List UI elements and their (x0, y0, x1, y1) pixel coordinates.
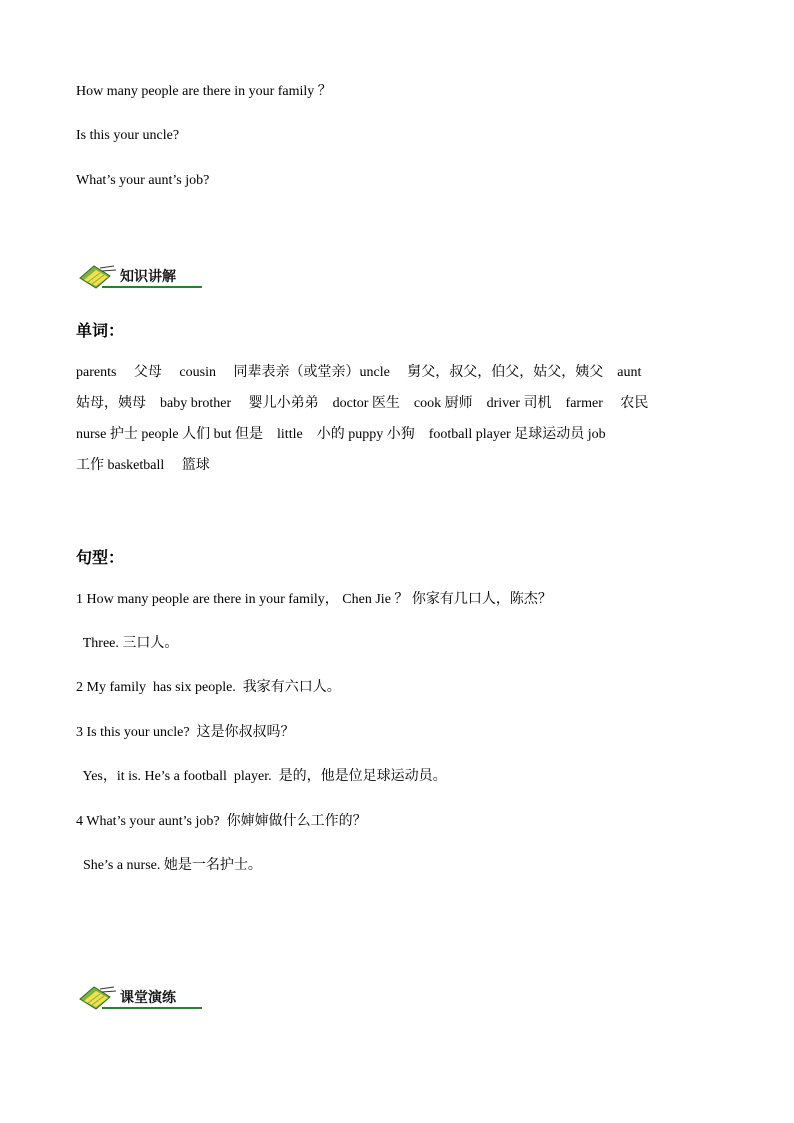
vocab-line-2: 姑母，姨母 baby brother 婴儿小弟弟 doctor 医生 cook 厨师 driver 司机 farmer 农民 (76, 396, 649, 411)
sentence-1: 1 How many people are there in your family， Chen Jie ？ 你家有几口人，陈杰？ (76, 592, 552, 607)
section-underline (102, 286, 202, 288)
vocab-line-1: parents 父母 cousin 同辈表亲（或堂亲）uncle 舅父，叔父，伯父，姑父，姨父 aunt (76, 365, 642, 380)
vocab-line-3: nurse 护士 people 人们 but 但是 little 小的 puppy 小狗 football player 足球运动员 job (76, 427, 606, 442)
sentence-3: 3 Is this your uncle? 这是你叔叔吗？ (76, 725, 295, 740)
section-badge-knowledge (78, 262, 202, 292)
vocab-heading: 单词： (76, 321, 125, 340)
section-title-knowledge: 知识讲解 (120, 269, 176, 285)
sentence-1-answer: Three. 三口人。 (76, 636, 179, 651)
vocab-line-4: 工作 basketball 篮球 (76, 458, 210, 473)
sentence-2: 2 My family has six people. 我家有六口人。 (76, 680, 341, 695)
intro-question-3: What’s your aunt’s job? (76, 173, 210, 188)
intro-question-1: How many people are there in your family ？ (76, 84, 332, 99)
section-title-practice: 课堂演练 (120, 990, 176, 1006)
sentence-4-answer: She’s a nurse. 她是一名护士。 (76, 858, 262, 873)
intro-question-2: Is this your uncle? (76, 128, 180, 143)
sentence-heading: 句型： (76, 548, 125, 567)
section-underline (102, 1007, 202, 1009)
sentence-3-answer: Yes，it is. He’s a football player. 是的，他是位足球运动员。 (76, 769, 447, 784)
sentence-4: 4 What’s your aunt’s job? 你婶婶做什么工作的？ (76, 814, 367, 829)
section-badge-practice (78, 983, 202, 1013)
